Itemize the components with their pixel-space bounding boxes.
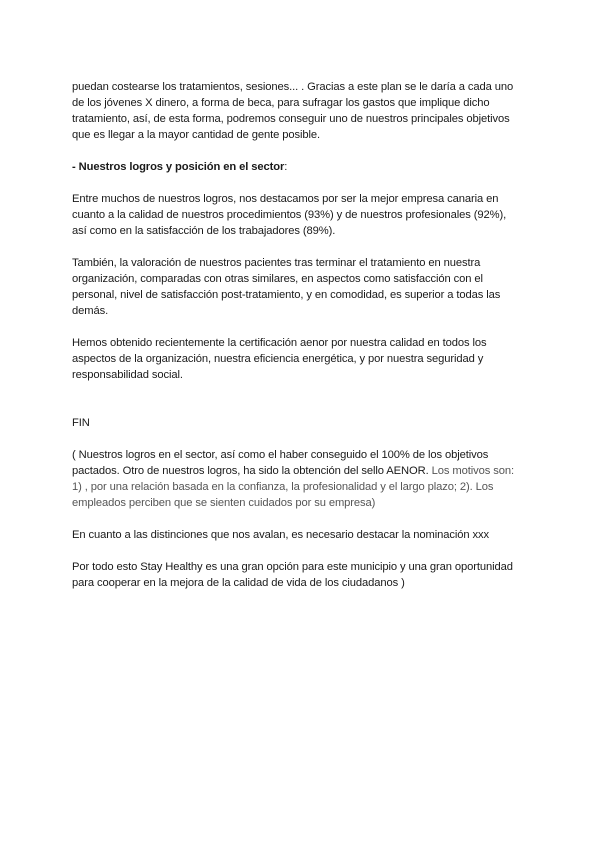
end-marker: FIN bbox=[72, 417, 90, 429]
intro-paragraph: puedan costearse los tratamientos, sesiones... . Gracias a este plan se le daría a cada uno de los jóvenes X dinero, a forma de beca, para sufragar los gastos que implique dicho tratamiento, así, de esta forma, podremos conseguir uno de nuestros principales objetivos que es llegar a la mayor cantidad de gente posible. bbox=[72, 81, 514, 141]
notes-paragraph-main: ( Nuestros logros en el sector, así como el haber conseguido el 100% de los objetivos pactados. Otro de nuestros logros, ha sido la obtención del sello AENOR. bbox=[72, 449, 489, 477]
certification-paragraph: Hemos obtenido recientemente la certificación aenor por nuestra calidad en todos los aspectos de la organización, nuestra eficiencia energética, y por nuestra seguridad y responsabilidad social. bbox=[72, 337, 487, 381]
distinctions-paragraph: En cuanto a las distinciones que nos avalan, es necesario destacar la nominación xxx bbox=[72, 529, 489, 541]
notes-paragraph-reasons: Los motivos son: 1) , por una relación basada en la confianza, la profesionalidad y el largo plazo; 2). Los empleados perciben que se sienten cuidados por su empresa) bbox=[72, 465, 514, 509]
achievements-paragraph: Entre muchos de nuestros logros, nos destacamos por ser la mejor empresa canaria en cuanto a la calidad de nuestros procedimientos (93%) y de nuestros profesionales (92%), así como en la satisfacción de los trabajadores (89%). bbox=[72, 193, 507, 237]
section-heading bbox=[72, 159, 532, 175]
closing-paragraph: Por todo esto Stay Healthy es una gran opción para este municipio y una gran oportunidad para cooperar en la mejora de la calidad de vida de los ciudadanos ) bbox=[72, 561, 513, 589]
valuation-paragraph: También, la valoración de nuestros pacientes tras terminar el tratamiento en nuestra organización, comparadas con otras similares, en aspectos como satisfacción con el personal, nivel de satisfacción post-tratamiento, y en comodidad, es superior a todas las demás. bbox=[72, 257, 501, 317]
section-heading-colon: : bbox=[284, 161, 288, 173]
notes-paragraph bbox=[72, 447, 532, 511]
document-body bbox=[72, 79, 532, 607]
section-heading-text: - Nuestros logros y posición en el sector bbox=[72, 161, 285, 173]
